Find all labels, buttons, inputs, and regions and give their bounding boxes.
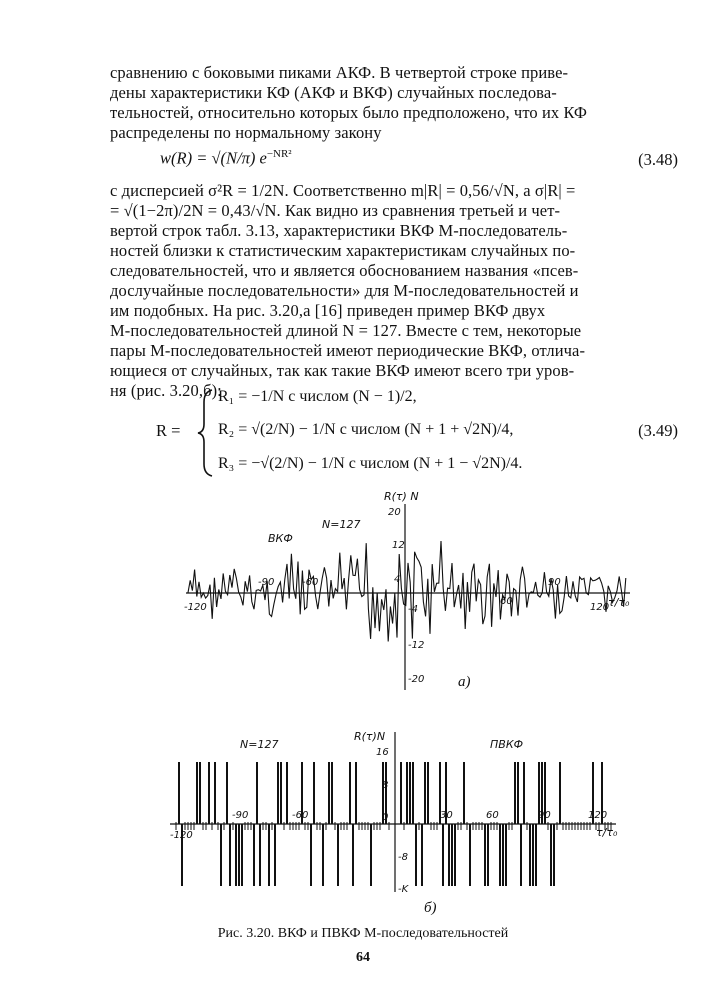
text-line: = √(1−2π)/2N = 0,43/√N. Как видно из сравнения третьей и чет- <box>110 201 561 220</box>
text-line: ностей близки к статистическим характеристикам случайных по- <box>110 241 576 260</box>
text-line: дены характеристики КФ (АКФ и ВКФ) случайных последова- <box>110 83 557 102</box>
equation-3-49-lhs: R = <box>156 421 181 440</box>
text-line: ющиеся от случайных, так как такие ВКФ имеют всего три уров- <box>110 361 575 380</box>
figure-a-trace <box>188 541 626 642</box>
figure-a-xtick: 90 <box>548 577 561 588</box>
equation-row: R₂ = √(2/N) − 1/N с числом (N + 1 + √2N)/4, <box>218 421 514 438</box>
text-line: с дисперсией σ²R = 1/2N. Соответственно m|R| = 0,56/√N, а σ|R| = <box>110 181 576 200</box>
figure-a-xtick: 120 <box>590 602 610 613</box>
figure-a-xtick: -90 <box>258 577 275 588</box>
text-line: M-последовательностей длиной N = 127. Вместе с тем, некоторые <box>110 321 582 340</box>
figure-a-label-n: N=127 <box>322 518 361 531</box>
figure-a-signal <box>188 541 626 642</box>
figure-a-xlabel: τ/τ₀ <box>608 596 630 609</box>
figure-b-xtick: 120 <box>588 810 608 821</box>
figure-a-label-vkf: ВКФ <box>268 532 293 545</box>
figure-b-xtick: -90 <box>232 810 249 821</box>
equation-row: R₁ = −1/N с числом (N − 1)/2, <box>218 388 417 405</box>
figure-b-xtick: 60 <box>486 810 499 821</box>
figure-a-xtick: -60 <box>302 577 319 588</box>
figure-a-sublabel: а) <box>458 674 471 690</box>
figure-b-ylabel: R(τ)N <box>354 730 386 743</box>
figure-b-xtick: -60 <box>292 810 309 821</box>
figure-b-xtick: 90 <box>538 810 551 821</box>
equation-lhs: w(R) = √(N/π) e <box>160 148 267 168</box>
paragraph-top <box>110 63 675 143</box>
figure-a-ytick: -12 <box>408 640 425 651</box>
text-line: дослучайные последовательности» для M-последовательностей и <box>110 281 579 300</box>
figure-a-ytick: 20 <box>388 507 401 518</box>
figure-a-ytick: -20 <box>408 674 425 685</box>
equation-number: (3.48) <box>638 150 678 169</box>
figure-a-ylabel: R(τ) N <box>384 490 419 503</box>
figure-b-ytick: 16 <box>376 747 389 758</box>
figure-a-xtick: 60 <box>500 596 513 607</box>
text-line: вертой строк табл. 3.13, характеристики ВКФ M-последователь- <box>110 221 568 240</box>
figure-b-ytick: 0 <box>382 812 389 823</box>
equation-3-48 <box>160 148 292 169</box>
text-line: им подобных. На рис. 3.20,а [16] приведен пример ВКФ двух <box>110 301 546 320</box>
figure-a-ytick: 4 <box>394 574 401 585</box>
figure-b-xtick: -120 <box>170 830 193 841</box>
brace-icon <box>196 388 216 478</box>
text-line: ня (рис. 3.20,б): <box>110 381 222 400</box>
equation-row: R₃ = −√(2/N) − 1/N с числом (N + 1 − √2N)/4. <box>218 455 523 472</box>
paragraph-middle <box>110 181 675 401</box>
text-line: следовательностей, что и является обоснованием названия «псев- <box>110 261 579 280</box>
figure-b-label-pvkf: ПВКФ <box>490 738 524 751</box>
figure-b-ytick: 8 <box>382 780 389 791</box>
figure-b-xtick: 30 <box>440 810 453 821</box>
figure-b-xlabel: τ/τ₀ <box>596 826 618 839</box>
text-line: пары M-последовательностей имеют периодические ВКФ, отлича- <box>110 341 586 360</box>
figure-b-signal <box>176 762 611 886</box>
figure-b-sublabel: б) <box>424 900 437 916</box>
text-line: сравнению с боковыми пиками АКФ. В четвертой строке приве- <box>110 63 569 82</box>
equation-exponent: −NR² <box>266 148 292 160</box>
figure-b-ytick: -K <box>398 884 409 895</box>
text-line: распределены по нормальному закону <box>110 123 382 142</box>
text-line: тельностей, относительно которых было предположено, что их КФ <box>110 103 588 122</box>
page-number: 64 <box>356 950 370 965</box>
figure-b-ytick: -8 <box>398 852 408 863</box>
figure-caption: Рис. 3.20. ВКФ и ПВКФ M-последовательностей <box>217 926 509 941</box>
figure-a-ytick: -4 <box>408 604 418 615</box>
figure-a-ytick: 12 <box>392 540 405 551</box>
figure-b-label-n: N=127 <box>240 738 279 751</box>
figure-a-xtick: -120 <box>184 602 207 613</box>
equation-number: (3.49) <box>638 421 678 440</box>
